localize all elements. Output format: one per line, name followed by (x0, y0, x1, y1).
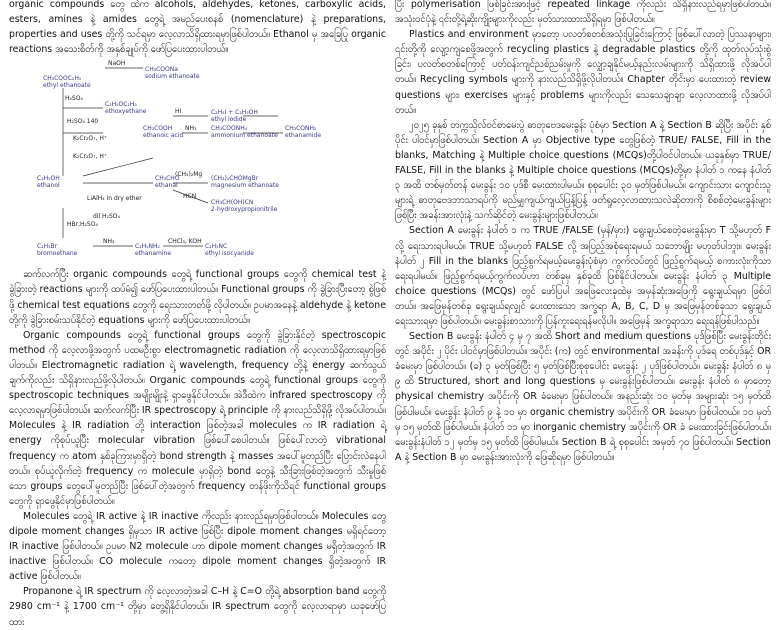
reaction-scheme-diagram (33, 58, 363, 260)
paragraph-chemical-tests: ဆက်လက်ပြီး organic compounds တွေရဲ့ functional groups တွေကို chemical test နဲ့ ခွဲခြားတဲ့ reactions များကို ထပ်မံ၍ ဖော်ပြပေးထားပါတယ်။ Functional groups ကို ခွဲခြားပြီးတော့ စွဲဖြစ်ဖို့ chemical test equations တွေကို ရေးသားတတ်ဖို့ လိုပါတယ်။ ဥပမာအနေနဲ့ aldehyde နဲ့ ketone တို့ကို ခွဲခြားစမ်းသပ်နိုင်တဲ့ equations များကို ဖော်ပြပေးထားပါတယ်။ (9, 269, 386, 326)
reagent-naoh: NaOH (108, 60, 126, 68)
ethanol-formula: C₂H₅OH (37, 175, 60, 183)
mg-compound-formula: (CH₃)₂CHOMgBr (211, 175, 259, 183)
ammonium-ethanoate-formula: CH₃COONH₄ (211, 125, 248, 133)
reagent-k2cr2o7-a: K₂Cr₂O₇, H⁺ (73, 135, 108, 143)
ethanamide-formula: CH₃CONH₂ (285, 125, 317, 133)
paragraph-exam-format: ၂၀၂၅ ခုနှစ် တက္ကသိုလ်ဝင်စာမေးပွဲ ဓာတုဗေဒမေးခွန်း ပုံစံမှာ Section A နဲ့ Section B ဆိုပြီး အပိုင်း နှစ်ပိုင်း ပါဝင်မှာဖြစ်ပါတယ်။ Section A မှာ Objective type တွေဖြစ်တဲ့ TRUE/ FALSE, Fill in the blanks, Matching နဲ့ Multiple choice questions (MCQs)တို့ပါဝင်ပါတယ်။ ယခုနှစ်မှာ TRUE/ FALSE, Fill in the blanks နဲ့ Multiple choice questions (MCQs)တို့မှာ နံပါတ် ၁ ကနေ နံပါတ် ၃ အထိ တစ်မှတ်တန် မေးခွန်း ၁၀ ပုဒ်စီ မေးထားပါမယ်။ စုစုပေါင်း ၃၀ မှတ်ဖြစ်ပါမယ်။ ကျောင်းသား ကျောင်းသူများရဲ့ ဓာတုဗေဒဘာသာရပ်ကို မည်မျှကျယ်ကျယ်ပြန့်ပြန့် ဖတ်ရှုလေ့လာထားသလဲဆိုတာကို စိစစ်တဲ့မေးခွန်းများဖြစ်ပြီး အခန်းအားလုံးနဲ့ သက်ဆိုင်တဲ့ မေးခွန်းများဖြစ်ပါတယ်။ (395, 119, 771, 222)
reagent-hbr: HBr,H₂SO₄ (67, 221, 98, 229)
ethanal-name: ethanal (155, 182, 178, 190)
ethyl-isocyanide-name: ethyl isocyanide (205, 250, 254, 258)
reagent-lialh4: LiAlH₄ in dry ether (87, 195, 142, 203)
ethoxyethane-formula: C₂H₅OC₂H₅ (105, 101, 137, 109)
ethanol-reaction-scheme (9, 58, 386, 260)
ethanamine-formula: C₂H₅NH₂ (135, 243, 160, 251)
reagent-k2cr2o7-b: K₂Cr₂O₇, H⁺ (73, 153, 108, 161)
hydroxypropionitrile-name: 2-hydroxypropionitrile (211, 206, 278, 214)
ethoxyethane-name: ethoxyethane (105, 108, 147, 116)
ethyl-isocyanide-formula: C₂H₅NC (205, 243, 228, 251)
ethanoic-acid-name: ethanoic acid (143, 132, 184, 140)
reagent-hcn: HCN (183, 193, 197, 201)
ammonium-ethanoate-name: ammonium ethanoate (211, 132, 278, 140)
reagent-hi: HI (175, 108, 182, 116)
ethyl-iodide-name: ethyl iodide (211, 116, 247, 124)
paragraph-section-a: Section A မေးခွန်း နံပါတ် ၁ က TRUE /FALSE (မှန်/မှား) ရွေးချယ်စေတဲ့မေးခွန်းမှာ T သို့မဟုတ် F လို့ ရေးသားရပါမယ်။ TRUE သို့မဟုတ် FALSE လို့ အပြည့်အစုံရေးရမယ် သဘောမျိုး မဟုတ်ပါဘူး။ မေးခွန်းနံပါတ် ၂ Fill in the blanks ဖြည့်စွက်ရမယ့်မေးခွန်းပုံစံမှာ ကွက်လပ်တွင် ဖြည့်စွက်ရမယ့် စကားလုံးကိုသာ ရေးရပါမယ်။ ဖြည့်စွက်ရမယ့်ကွက်လပ်ဟာ တစ်ခုမှ နှစ်ခုထိ ဖြစ်နိုင်ပါတယ်။ မေးခွန်း နံပါတ် ၃ Multiple choice questions (MCQs) တွင် ဖော်ပြပါ အဖြေလေးခုထဲမှ အမှန်ဆုံးအဖြေကို ရွေးချယ်ရမှာ ဖြစ်ပါတယ်။ အဖြေမှန်တစ်ခု ရွေးချယ်ရလျှင် ပေးထားသော အက္ခရာ A, B, C, D မှ အဖြေမှန်တစ်ခုသာ ရွေးချယ်ရေးသားရမှာ ဖြစ်ပါတယ်။ မေးခွန်းစာသားကို ပြန်ကူးရေးရန်မလိုပါ။ အဖြေမှန် အက္ခရာသာ ရေးရန်ဖြစ်ပါသည်။ (395, 225, 771, 327)
ethyl-ethanoate-name: ethyl ethanoate (43, 82, 91, 90)
paragraph-plastics: Plastics and environment မှာတော့ ပလတ်စတစ်အသုံးပြုခြင်းကြောင့် ဖြစ်ပေါ်လာတဲ့ ပြဿနာများ၊ ၎င်းတို့ကို လျော့ကျစေဖို့အတွက် recycling plastics နဲ့ degradable plastics တို့ကို ထုတ်လုပ်သုံးစွဲခြင်း၊ ပလတ်စတစ်ကြောင့် ပတ်ဝန်းကျင်ညစ်ညမ်းမှုကို လျှော့ချနိုင်မယ့်နည်းလမ်းများကို သိရှိထားဖို့ လိုအပ်ပါတယ်။ Recycling symbols များကို နားလည်သိရှိဖို့လိုပါတယ်။ Chapter တိုင်းမှာ ပေးထားတဲ့ review questions များ၊ exercises များနှင့် problems များကိုလည်း သေသေချာချာ လေ့လာထားဖို့ လိုအပ်ပါတယ်။ (395, 29, 771, 116)
bromoethane-name: bromoethane (37, 250, 78, 258)
ethyl-ethanoate-formula: CH₃COOC₂H₅ (43, 75, 82, 83)
sodium-ethanoate-name: sodium ethanoate (145, 73, 200, 81)
reagent-h2so4-top: H₂SO₄ (65, 95, 83, 103)
paragraph-intro: organic compounds တွေ ထဲက alcohols, aldehydes, ketones, carboxylic acids, esters, amines နဲ့ amides တွေရဲ့ အမည်ပေးစနစ် (nomenclature) နဲ့ preparations, properties and uses တို့ကို သင်ရမှာ လေ့လာသိရှိထားရမှာဖြစ်ပါတယ်။ Ethanol မှ အခြေပြု organic reactions အသေးစိတ်ကို အနှစ်ချုပ်ကို ဖော်ပြပေးထားပါတယ်။ (9, 0, 386, 56)
hydroxypropionitrile-formula: CH₃CH(OH)CN (211, 199, 254, 207)
reagent-nh3-top: NH₃ (185, 125, 197, 133)
reagent-chcl3-koh: CHCl₃, KOH (168, 238, 202, 246)
reagent-h2so4-140: H₂SO₄ 140 (67, 118, 99, 126)
reagent-dil-h2so4: dil H₂SO₄ (93, 213, 120, 221)
ethanamine-name: ethanamine (135, 250, 172, 258)
ethanoic-acid-formula: CH₃COOH (143, 125, 173, 133)
paragraph-polymerisation: ပြီး polymerisation ဖြစ်ခြင်းအားဖြင့် repeated linkage ကိုလည်း သိရှိနားလည်ရမှာဖြစ်ပါတယ်။ အသုံးဝင်ပုံနဲ့ ၎င်းတို့ရဲ့ဆိုးကျိုးများကိုလည်း မှတ်သားထားသိရှိရမှာ ဖြစ်ပါတယ်။ (395, 0, 771, 26)
reagent-ch3-2mg: (CH₃)₂Mg (175, 171, 203, 179)
paragraph-spectroscopy: Organic compounds တွေရဲ့ functional groups တွေကို ခွဲခြားနိုင်တဲ့ spectroscopic method ကို လေ့လာဖို့အတွက် ပထမဦးစွာ electromagnetic radiation ကို လေ့လာသိရှိထားရမှာဖြစ်ပါတယ်။ Electromagnetic radiation ရဲ့ wavelength, frequency တို့နဲ့ energy ဆက်သွယ်ချက်ကိုလည်း သိရှိနားလည်ဖို့လိုပါတယ်။ Organic compounds တွေရဲ့ functional groups တွေကို spectroscopic techniques အမျိုးမျိုးနဲ့ ရှာဖွေနိုင်ပါတယ်။ အဲဒီထဲက infrared spectroscopy ကို လေ့လာရမှာဖြစ်ပါတယ်။ ဆက်လက်ပြီး IR spectroscopy ရဲ့ principle ကို နားလည်သိရှိဖို့ လိုအပ်ပါတယ်။ Molecules နဲ့ IR radiation တို့ interaction ဖြစ်တဲ့အခါ molecules က IR radiation ရဲ့ energy ကိုစုပ်ယူပြီး molecular vibration ဖြစ်ပေါ်စေပါတယ်။ ဖြစ်ပေါ်လာတဲ့ vibrational frequency က atom နှစ်ခုကြားမှာရှိတဲ့ bond strength နဲ့ masses အပေါ်မူတည်ပြီး ပြောင်းလဲနေပါတယ်။ စုပ်ယူလိုက်တဲ့ frequency က molecule မှာရှိတဲ့ bond တွေနဲ့ သီးခြားဖြစ်တဲ့အတွက် သီးမှုဖြစ်သော groups တွေပေါ်မူတည်ပြီး ဖြစ်ပေါ်တဲ့အတွက် frequency တန်ဖိုးကိုသိရင် functional groups တွေကို ရှာဖွေနိုင်မှာဖြစ်ပါတယ်။ (9, 329, 386, 507)
right-column (395, 0, 771, 535)
ethanal-formula: CH₃CHO (155, 175, 180, 183)
ethyl-iodide-formula: C₂H₅I + C₂H₅OH (211, 109, 258, 117)
mg-compound-name: magnesium ethanoate (211, 182, 279, 190)
ethanol-name: ethanol (37, 182, 60, 190)
left-column (9, 0, 386, 628)
paragraph-ir-active: Molecules တွေရဲ့ IR active နဲ့ IR inactive ကိုလည်း နားလည်ရမှာဖြစ်ပါတယ်။ Molecules တွေ dipole moment changes ရှိမှသာ IR active ဖြစ်ပြီး dipole moment changes မရှိရင်တော့ IR inactive ဖြစ်ပါတယ်။ ဥပမာ N2 molecule ဟာ dipole moment changes မရှိတဲ့အတွက် IR inactive ဖြစ်ပါတယ်။ CO molecule ကတော့ dipole moment changes ရှိတဲ့အတွက် IR active ဖြစ်ပါတယ်။ (9, 510, 386, 583)
bromoethane-formula: C₂H₅Br (37, 243, 58, 251)
paragraph-section-b: Section B မေးခွန်း နံပါတ် ၄ မှ ၇ အထိ Short and medium questions ပုဒ်ဖြစ်ပြီး မေးခွန်းတိုင်းတွင် အပိုင်း ၂ ပိုင်း ပါဝင်မှာဖြစ်ပါတယ်။ အပိုင်း (က) တွင် environmental အခန်းကို ပုဒ်ရေ တစ်ပုဒ်နှင့် OR ခံမေးမှာ ဖြစ်ပါတယ်။ (ခ) ၃ မှတ်ဖြစ်ပြီး ၅ မှတ်ဖြစ်ပြီးစုစုပေါင်း မေးခွန်း ၂ ပုဒ်ဖြစ်ပါတယ်။ မေးခွန်း နံပါတ် ၈ မှ ၉ ထိ Structured, short and long questions မှ မေးခွန်းဖြစ်ပါတယ်။ မေးခွန်း နံပါတ် ၈ မှာတော့ physical chemistry အပိုင်းကို OR ခံမေးမှာ ဖြစ်ပါတယ်။ အနည်းဆုံး ၁၀ မှတ်မှ အများဆုံး ၁၅ မှတ်ထိ ဖြစ်ပါမယ်။ မေးခွန်း နံပါတ် ၉ နဲ့ ၁၀ မှာ organic chemistry အပိုင်းကို OR ခံမေးမှာ ဖြစ်ပါတယ်။ ၁၀ မှတ်မှ ၁၅ မှတ်ထိ ဖြစ်ပါမယ်။ နံပါတ် ၁၁ မှာ inorganic chemistry အပိုင်းကို OR ခံ မေးထားခြင်းဖြစ်ပါတယ်။ မေးခွန်းနံပါတ် ၁၂ မှတ်မှ ၁၅ မှတ်ထိ ဖြစ်ပါမယ်။ Section B ရဲ့ စုစုပေါင်း အမှတ် ၇၀ ဖြစ်ပါတယ်။ Section A နဲ့ Section B မှာ မေးခွန်းအားလုံးကို ဖြေဆိုရမှာ ဖြစ်ပါတယ်။ (395, 331, 772, 463)
paragraph-propanone-ir: Propanone ရဲ့ IR spectrum ကို လေ့လာတဲ့အခါ C–H နဲ့ C=O တို့ရဲ့ absorption band တွေကို 2980 cm⁻¹ နဲ့ 1700 cm⁻¹ တို့မှာ တွေ့ရှိနိုင်ပါတယ်။ IR spectrum တွေကို လေ့လာရာမှာ ယခုဖော်ပြထား (9, 586, 386, 628)
sodium-ethanoate-formula: CH₃COONa (145, 66, 178, 74)
ethanamide-name: ethanamide (285, 132, 322, 140)
reagent-nh3-bottom: NH₃ (103, 238, 115, 246)
